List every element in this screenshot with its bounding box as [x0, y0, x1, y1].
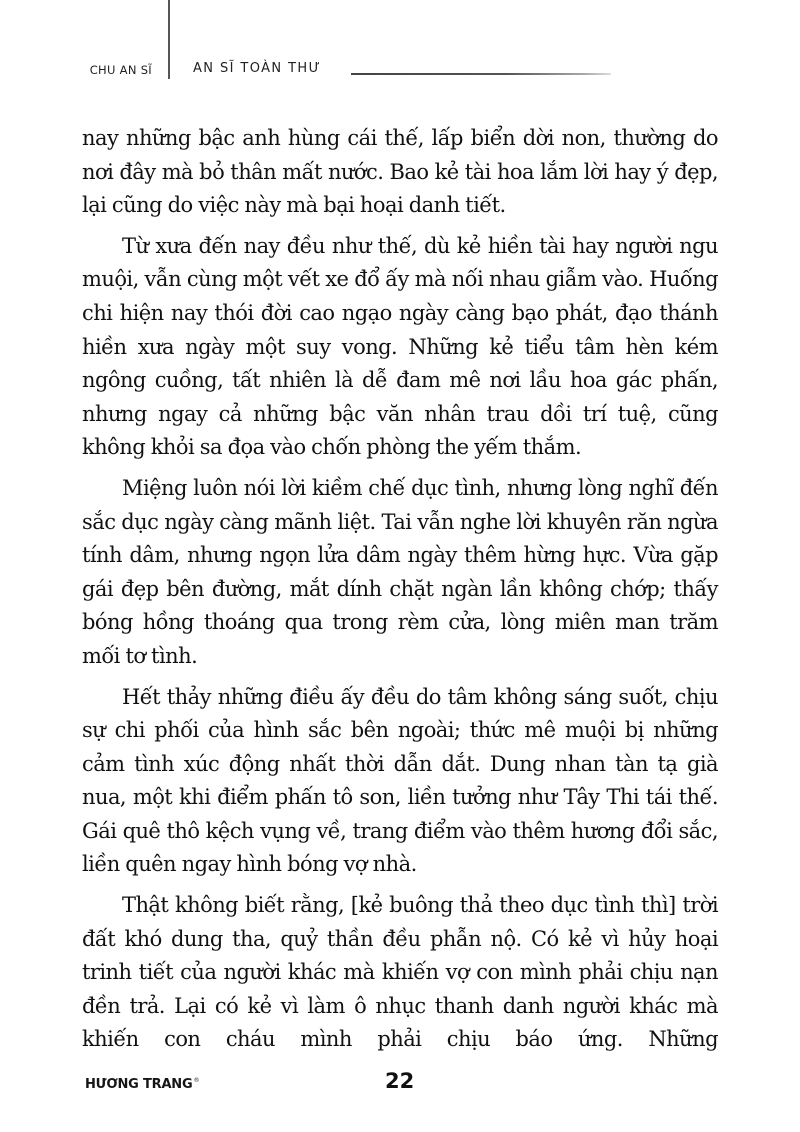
body-text: [82, 122, 718, 1064]
author-name: CHU AN SĨ: [89, 63, 152, 77]
paragraph: Từ xưa đến nay đều như thế, dù kẻ hiền tài hay người ngu muội, vẫn cùng một vết xe đổ ấy mà nối nhau giẫm vào. Huống chi hiện nay thói đời cao ngạo ngày càng bạo phát, đạo thánh hiền xưa ngày một suy vong. Những kẻ tiểu tâm hèn kém ngông cuồng, tất nhiên là dễ đam mê nơi lầu hoa gác phấn, nhưng ngay cả những bậc văn nhân trau dồi trí tuệ, cũng không khỏi sa đọa vào chốn phòng the yếm thắm.: [82, 233, 718, 460]
paragraph: Miệng luôn nói lời kiềm chế dục tình, nhưng lòng nghĩ đến sắc dục ngày càng mãnh liệt. Tai vẫn nghe lời khuyên răn ngừa tính dâm, nhưng ngọn lửa dâm ngày thêm hừng hực. Vừa gặp gái đẹp bên đường, mắt dính chặt ngàn lần không chớp; thấy bóng hồng thoáng qua trong rèm cửa, lòng miên man trăm mối tơ tình.: [82, 475, 718, 668]
publisher-name: HƯƠNG TRANG: [85, 1077, 193, 1092]
page-header: [0, 0, 800, 90]
paragraph-continued: nay những bậc anh hùng cái thế, lấp biển dời non, thường do nơi đây mà bỏ thân mất nước. Bao kẻ tài hoa lắm lời hay ý đẹp, lại cũng do việc này mà bại hoại danh tiết.: [82, 126, 718, 218]
publisher-logo: [85, 1077, 199, 1092]
header-rule: [351, 73, 611, 75]
paragraph-continues-next-page: Thật không biết rằng, [kẻ buông thả theo dục tình thì] trời đất khó dung tha, quỷ thần đều phẫn nộ. Có kẻ vì hủy hoại trinh tiết của người khác mà khiến vợ con mình phải chịu nạn đền trả. Lại có kẻ vì làm ô nhục thanh danh người khác mà khiến con cháu mình phải chịu báo ứng. Những: [82, 893, 718, 1052]
header-divider: [168, 0, 170, 79]
page-footer: [0, 1060, 800, 1110]
paragraph: Hết thảy những điều ấy đều do tâm không sáng suốt, chịu sự chi phối của hình sắc bên ngoài; thức mê muội bị những cảm tình xúc động nhất thời dẫn dắt. Dung nhan tàn tạ già nua, một khi điểm phấn tô son, liền tưởng như Tây Thi tái thế. Gái quê thô kệch vụng về, trang điểm vào thêm hương đổi sắc, liền quên ngay hình bóng vợ nhà.: [82, 684, 718, 877]
page-number: 22: [385, 1069, 415, 1093]
book-title: AN SĨ TOÀN THƯ: [193, 61, 322, 76]
registered-mark: ®: [193, 1077, 200, 1084]
